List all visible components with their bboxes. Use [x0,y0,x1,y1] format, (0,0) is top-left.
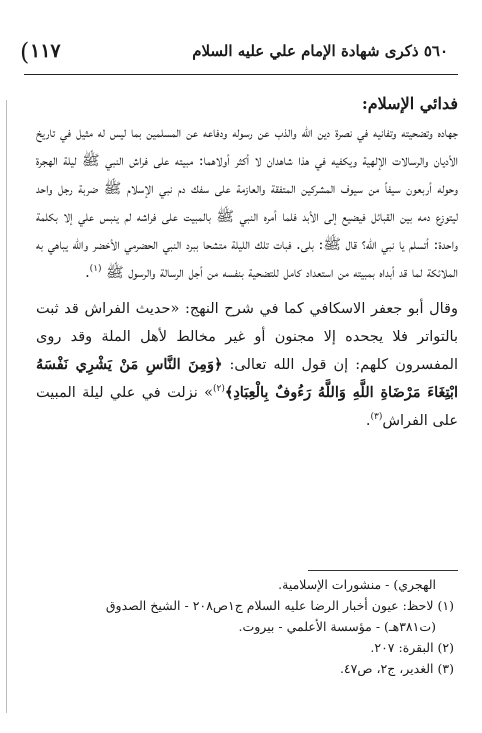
running-title: ٥٦٠ ذكرى شهادة الإمام علي عليه السلام [192,42,448,60]
footnote-ref-1: (١) [89,264,102,275]
paragraph-1: جهاده وتضحيته وتفانيه في نصرة دين الله والذب عن رسوله ودفاعه عن المسلمين بما ليس له مثيل في تاريخ الأديان والرسالات الإلهية ويكفيه في هذا شاهدان لا أكثر أولاهما: مبيته على فراش النبي ﷺ ليلة الهجرة وحوله أربعون سيفاً من سيوف المشركين المتفقة والعازمة على سفك دم نبي الإسلام ﷺ ضربة رجل واحد ليتوزع دمه بين القبائل فيضيع إلى الأبد فلما أمره النبي ﷺ بالمبيت على فراشه لم ينبس علي إلا بكلمة واحدة: أتسلم يا نبي الله؟ قال ﷺ: بلى. فبات تلك الليلة متشحا ببرد النبي الحضرمي الأخضر والله يباهي به الملائكة لما قد أبداه بمبيته من استعداد كامل للتضحية بنفسه من أجل الرسالة والرسول ﷺ $^{(١)}$. [36,125,458,281]
footnotes [40,574,454,679]
footnote-continuation: الهجري) - منشورات الإسلامية. [278,577,436,592]
footnote-separator [308,570,458,571]
footnote-ref-2: (٢) [212,384,225,395]
paragraph-2-text-a: وقال أبو جعفر الاسكافي كما في شرح النهج: «حديث الفراش قد ثبت بالتواتر فلا يجحده إلا مجنون أو غير مخالط لأهل الملة وقد روى المفسرون كلهم: إن قول الله تعالى: [36,301,458,373]
paragraph-1-text: جهاده وتضحيته وتفانيه في نصرة دين الله والذب عن رسوله ودفاعه عن المسلمين بما ليس له مثيل في تاريخ الأديان والرسالات الإلهية ويكفيه في هذا شاهدان لا أكثر أولاهما: مبيته على فراش النبي ﷺ ليلة الهجرة وحوله أربعون سيفاً من سيوف المشركين المتفقة والعازمة على سفك دم نبي الإسلام ﷺ ضربة رجل واحد ليتوزع دمه بين القبائل فيضيع إلى الأبد فلما أمره النبي ﷺ بالمبيت على فراشه لم ينبس علي إلا بكلمة واحدة: أتسلم يا نبي الله؟ قال ﷺ: بلى. فبات تلك الليلة متشحا ببرد النبي الحضرمي الأخضر والله يباهي به الملائكة لما قد أبداه بمبيته من استعداد كامل للتضحية بنفسه من أجل الرسالة والرسول ﷺ [36,125,458,281]
paragraph-2-text-b: » نزلت في علي ليلة المبيت على الفراش [36,385,458,429]
footnote-1-cont: (ت٣٨١هـ) - مؤسسة الأعلمي - بيروت. [238,619,436,634]
footnote-ref-3: (٣) [370,412,383,423]
quran-verse: ﴿وَمِنَ النَّاسِ مَنْ يَشْرِي نَفْسَهُ ابْتِغَاءَ مَرْضَاةِ اللَّهِ وَاللَّهُ رَءُوفٌ بِالْعِبَادِ﴾ [36,356,458,401]
header-divider [24,74,458,75]
page-number-bracket: ( [20,38,30,66]
section-heading: فدائي الإسلام: [361,94,458,113]
footnote-2: (٢) البقرة: ٢٠٧. [370,640,454,655]
page-number: ١١٧ [30,40,61,62]
footnote-3: (٣) الغدير، ج٢، ص٤٧. [339,661,454,676]
page-edge [6,100,7,713]
paragraph-2: وقال أبو جعفر الاسكافي كما في شرح النهج: «حديث الفراش قد ثبت بالتواتر فلا يجحده إلا مجنون أو غير مخالط لأهل الملة وقد روى المفسرون كلهم: إن قول الله تعالى: ﴿وَمِنَ النَّاسِ مَنْ يَشْرِي نَفْسَهُ ابْتِغَاءَ مَرْضَاةِ اللَّهِ وَاللَّهُ رَءُوفٌ بِالْعِبَادِ﴾$^{(٢)}$» نزلت في علي ليلة المبيت على الفراش$^{(٣)}$. [36,301,458,429]
footnote-1: (١) لاحظ: عيون أخبار الرضا عليه السلام ج١ص٢٠٨ - الشيخ الصدوق [105,598,454,613]
main-text [36,94,458,435]
page-header [20,38,458,74]
